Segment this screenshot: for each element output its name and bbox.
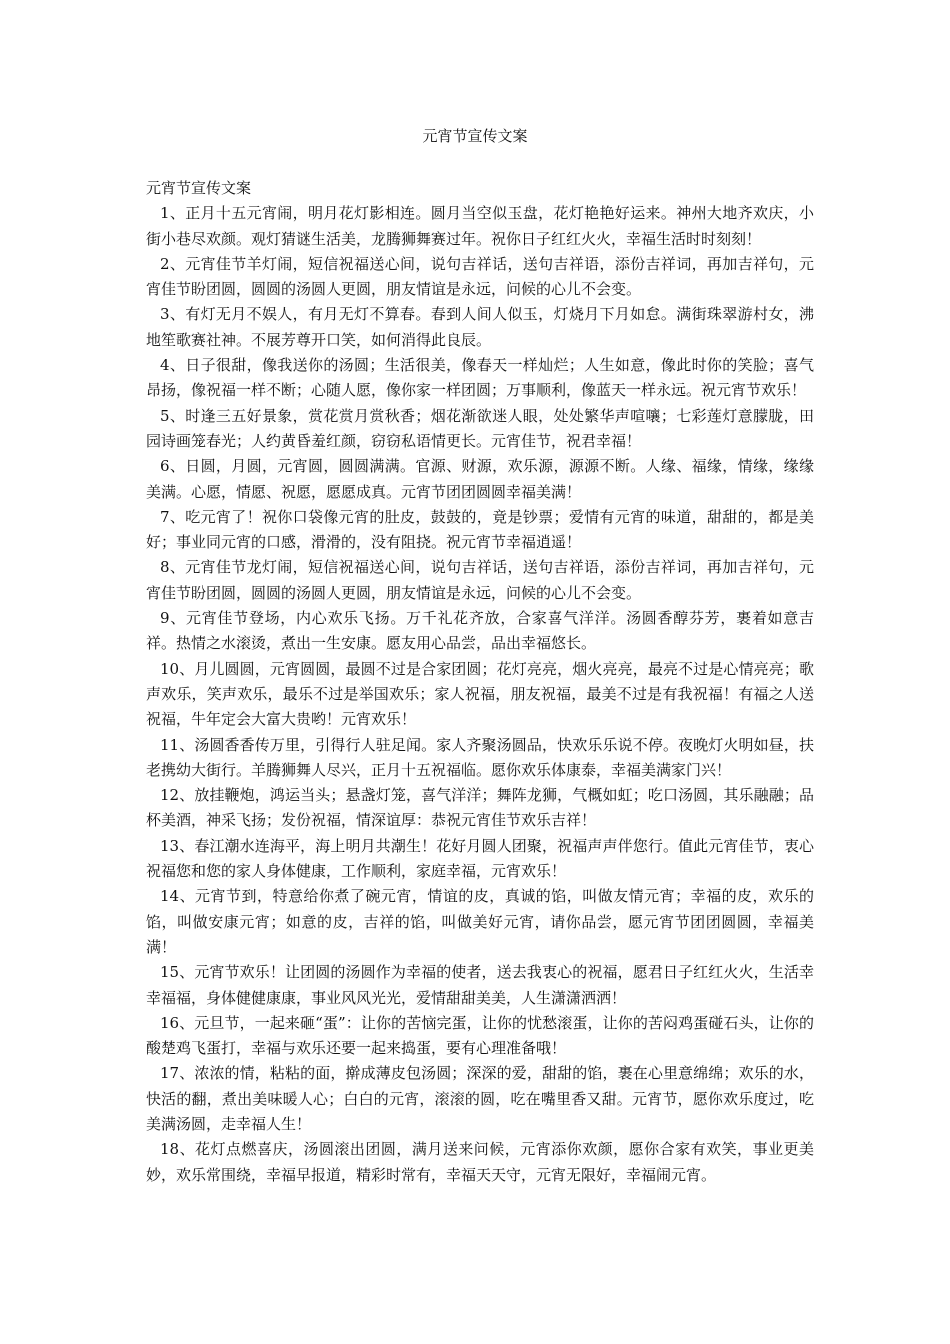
paragraph-9: 9、元宵佳节登场，内心欢乐飞扬。万千礼花齐放，合家喜气洋洋。汤圆香醇芬芳，裹着如意吉祥。热情之水滚烫，煮出一生安康。愿友用心品尝，品出幸福悠长。 <box>146 609 814 653</box>
paragraph-4: 4、日子很甜，像我送你的汤圆；生活很美，像春天一样灿烂；人生如意，像此时你的笑脸；喜气昂扬，像祝福一样不断；心随人愿，像你家一样团圆；万事顺利，像蓝天一样永远。祝元宵节欢乐！ <box>146 356 814 400</box>
document-title: 元宵节宣传文案 <box>422 127 528 145</box>
paragraph-17: 17、浓浓的情，粘粘的面，擀成薄皮包汤圆；深深的爱，甜甜的馅，裹在心里意绵绵；欢乐的水，快活的翻，煮出美味暖人心；白白的元宵，滚滚的圆，吃在嘴里香又甜。元宵节，愿你欢乐度过，吃美满汤圆，走幸福人生！ <box>146 1064 814 1133</box>
paragraph-1: 1、正月十五元宵闹，明月花灯影相连。圆月当空似玉盘，花灯艳艳好运来。神州大地齐欢庆，小街小巷尽欢颜。观灯猜谜生活美，龙腾狮舞赛过年。祝你日子红红火火，幸福生活时时刻刻！ <box>146 204 814 248</box>
paragraph-15: 15、元宵节欢乐！让团圆的汤圆作为幸福的使者，送去我衷心的祝福，愿君日子红红火火，生活幸幸福福，身体健健康康，事业风风光光，爱情甜甜美美，人生潇潇洒洒！ <box>146 963 814 1007</box>
document-body <box>146 176 814 1188</box>
paragraph-10: 10、月儿圆圆，元宵圆圆，最圆不过是合家团圆；花灯亮亮，烟火亮亮，最亮不过是心情亮亮；歌声欢乐，笑声欢乐，最乐不过是举国欢乐；家人祝福，朋友祝福，最美不过是有我祝福！有福之人送祝福，牛年定会大富大贵哟！元宵欢乐！ <box>146 659 814 729</box>
paragraph-16: 16、元旦节，一起来砸“蛋”：让你的苦恼完蛋，让你的忧愁滚蛋，让你的苦闷鸡蛋碰石头，让你的酸楚鸡飞蛋打，幸福与欢乐还要一起来捣蛋，要有心理准备哦！ <box>146 1013 814 1058</box>
paragraph-2: 2、元宵佳节羊灯闹，短信祝福送心间，说句吉祥话，送句吉祥语，添份吉祥词，再加吉祥句，元宵佳节盼团圆，圆圆的汤圆人更圆，朋友情谊是永远，问候的心儿不会变。 <box>146 254 814 299</box>
paragraph-7: 7、吃元宵了！祝你口袋像元宵的肚皮，鼓鼓的，竟是钞票；爱情有元宵的味道，甜甜的，都是美好；事业同元宵的口感，滑滑的，没有阻挠。祝元宵节幸福逍遥！ <box>146 507 814 552</box>
paragraph-14: 14、元宵节到，特意给你煮了碗元宵，情谊的皮，真诚的馅，叫做友情元宵；幸福的皮，欢乐的馅，叫做安康元宵；如意的皮，吉祥的馅，叫做美好元宵，请你品尝，愿元宵节团团圆圆，幸福美满！ <box>146 887 814 956</box>
paragraph-8: 8、元宵佳节龙灯闹，短信祝福送心间，说句吉祥话，送句吉祥语，添份吉祥词，再加吉祥句，元宵佳节盼团圆，圆圆的汤圆人更圆，朋友情谊是永远，问候的心儿不会变。 <box>146 558 814 602</box>
document-subtitle: 元宵节宣传文案 <box>146 179 252 197</box>
paragraph-6: 6、日圆，月圆，元宵圆，圆圆满满。官源、财源，欢乐源，源源不断。人缘、福缘，情缘，缘缘美满。心愿，情愿、祝愿，愿愿成真。元宵节团团圆圆幸福美满！ <box>146 457 814 501</box>
paragraph-18: 18、花灯点燃喜庆，汤圆滚出团圆，满月送来问候，元宵添你欢颜，愿你合家有欢笑，事业更美妙，欢乐常围绕，幸福早报道，精彩时常有，幸福天天守，元宵无限好，幸福闹元宵。 <box>146 1140 814 1184</box>
paragraph-12: 12、放挂鞭炮，鸿运当头；悬盏灯笼，喜气洋洋；舞阵龙狮，气概如虹；吃口汤圆，其乐融融；品杯美酒，神采飞扬；发份祝福，情深谊厚：恭祝元宵佳节欢乐吉祥！ <box>146 786 814 830</box>
paragraph-13: 13、春江潮水连海平，海上明月共潮生！花好月圆人团聚，祝福声声伴您行。值此元宵佳节，衷心祝福您和您的家人身体健康，工作顺利，家庭幸福，元宵欢乐！ <box>146 836 814 881</box>
paragraph-3: 3、有灯无月不娱人，有月无灯不算春。春到人间人似玉，灯烧月下月如怠。满街珠翠游村女，沸地笙歌赛社神。不展芳尊开口笑，如何消得此良辰。 <box>146 305 814 349</box>
paragraph-5: 5、时逢三五好景象，赏花赏月赏秋香；烟花渐欲迷人眼，处处繁华声喧嚷；七彩莲灯意朦胧，田园诗画笼春光；人约黄昏羞红颜，窃窃私语情更长。元宵佳节，祝君幸福！ <box>146 406 814 450</box>
paragraph-11: 11、汤圆香香传万里，引得行人驻足闻。家人齐聚汤圆品，快欢乐乐说不停。夜晚灯火明如昼，扶老携幼大街行。羊腾狮舞人尽兴，正月十五祝福临。愿你欢乐体康泰，幸福美满家门兴！ <box>146 735 814 779</box>
